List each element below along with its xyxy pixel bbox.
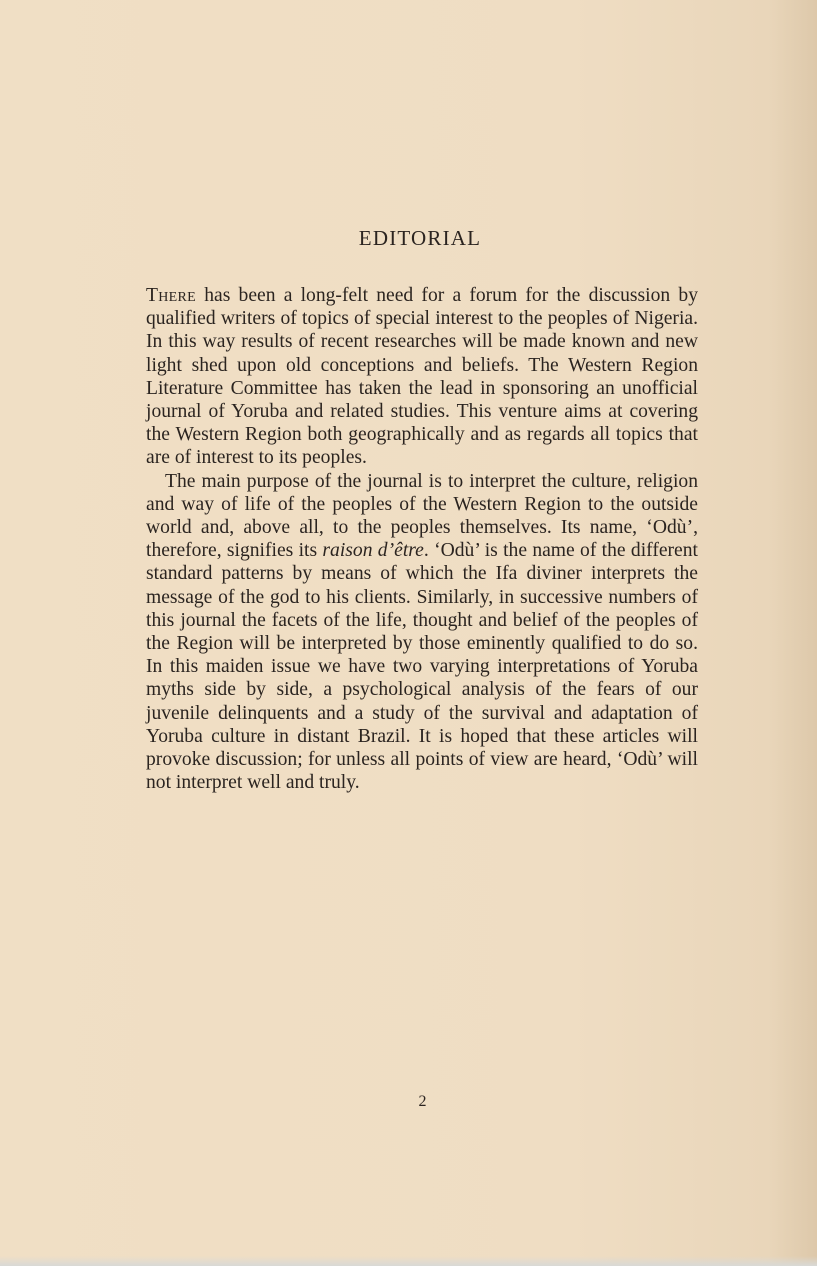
paragraph-2 [146,470,698,795]
page-number: 2 [418,1093,427,1110]
paragraph-1-text: has been a long-felt need for a forum for the discussion by qualified writers of topics of special interest to the peoples of Nigeria. In this way results of recent researches will be made known and new light shed upon old conceptions and beliefs. The Western Region Literature Committee has taken the lead in sponsoring an unofficial journal of Yoruba and related studies. This venture aims at covering the Western Region both geographically and as regards all topics that are of interest to its peoples. [146,285,698,469]
paragraph-1 [146,284,698,470]
italic-phrase: raison d’être [322,540,424,562]
lead-word: There [146,285,197,306]
paragraph-2-text-b: . ‘Odù’ is the name of the different standard patterns by means of which the Ifa diviner interprets the message of the god to his clients. Similarly, in successive numbers of this journal the facets of the life, thought and belief of the peoples of the Region will be interpreted by those eminently qualified to do so. In this maiden issue we have two varying interpretations of Yoruba myths side by side, a psychological analysis of the fears of our juvenile delinquents and a study of the survival and adaptation of Yoruba culture in distant Brazil. It is hoped that these articles will provoke discussion; for unless all points of view are heard, ‘Odù’ will not interpret well and truly. [146,540,698,794]
paragraph-2-text-a: The main purpose of the journal is to interpret the culture, religion and way of life of the peoples of the Western Region to the outside world and, above all, to the peoples themselves. Its name, ‘Odù’, therefore, signifies its [146,470,698,562]
editorial-body [146,284,698,794]
page-edge-shadow [0,1256,817,1266]
page-title: EDITORIAL [358,226,482,250]
